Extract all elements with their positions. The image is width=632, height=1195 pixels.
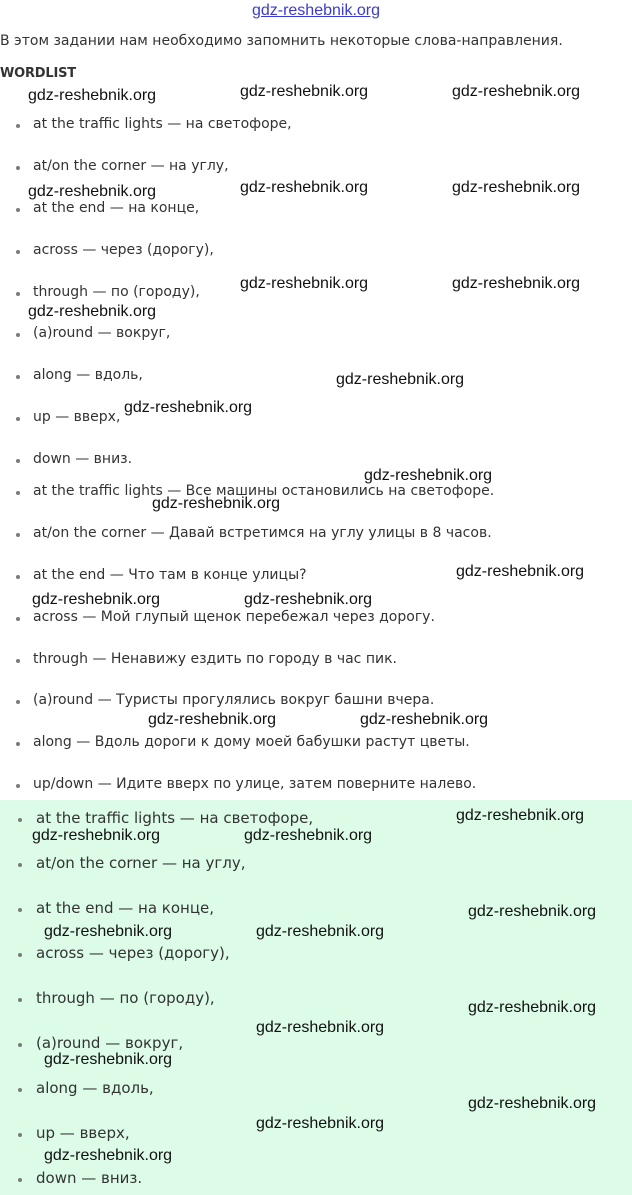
bullet-icon [16, 124, 20, 128]
bullet-icon [16, 375, 20, 379]
watermark: gdz-reshebnik.org [336, 371, 465, 388]
watermark: gdz-reshebnik.org [456, 807, 585, 824]
watermark: gdz-reshebnik.org [44, 1051, 173, 1068]
bullet-icon [18, 1178, 22, 1182]
bullet-icon [18, 863, 22, 867]
bullet-icon [16, 742, 20, 746]
bullet-icon [18, 1088, 22, 1092]
watermark: gdz-reshebnik.org [468, 1095, 597, 1112]
watermark: gdz-reshebnik.org [244, 827, 373, 844]
watermark: gdz-reshebnik.org [244, 591, 373, 608]
watermark: gdz-reshebnik.org [452, 275, 581, 292]
answer-box: at the traffic lights — на светофоре, at/on the corner — на углу, at the end — на конце, across — через (дорогу), through — по (городу), (a)round — вокруг, along — вдоль, up — вверх, down — вниз. [0, 800, 632, 1195]
bullet-icon [16, 250, 20, 254]
intro-text: В этом задании нам необходимо запомнить некоторые слова-направления. [0, 33, 563, 49]
bullet-icon [18, 908, 22, 912]
bullet-icon [18, 1133, 22, 1137]
watermark: gdz-reshebnik.org [452, 83, 581, 100]
bullet-icon [16, 784, 20, 788]
watermark: gdz-reshebnik.org [364, 467, 493, 484]
watermark: gdz-reshebnik.org [44, 923, 173, 940]
watermark: gdz-reshebnik.org [452, 179, 581, 196]
watermark: gdz-reshebnik.org [124, 399, 253, 416]
watermark: gdz-reshebnik.org [32, 827, 161, 844]
watermark: gdz-reshebnik.org [256, 1019, 385, 1036]
watermark: gdz-reshebnik.org [32, 591, 161, 608]
bullet-icon [16, 417, 20, 421]
watermark: gdz-reshebnik.org [240, 83, 369, 100]
wordlist-title: WORDLIST [0, 66, 76, 81]
watermark: gdz-reshebnik.org [468, 903, 597, 920]
watermark: gdz-reshebnik.org [28, 183, 157, 200]
watermark: gdz-reshebnik.org [468, 999, 597, 1016]
bullet-icon [16, 659, 20, 663]
bullet-icon [16, 292, 20, 296]
bullet-icon [16, 491, 20, 495]
bullet-icon [18, 818, 22, 822]
watermark: gdz-reshebnik.org [152, 495, 281, 512]
watermark: gdz-reshebnik.org [256, 923, 385, 940]
bullet-icon [16, 617, 20, 621]
bullet-icon [16, 533, 20, 537]
bullet-icon [18, 953, 22, 957]
bullet-icon [16, 575, 20, 579]
bullet-icon [18, 1043, 22, 1047]
watermark: gdz-reshebnik.org [28, 87, 157, 104]
bullet-icon [16, 333, 20, 337]
bullet-icon [16, 459, 20, 463]
bullet-icon [16, 166, 20, 170]
watermark: gdz-reshebnik.org [456, 563, 585, 580]
watermark: gdz-reshebnik.org [28, 303, 157, 320]
watermark: gdz-reshebnik.org [256, 1115, 385, 1132]
site-header-link[interactable]: gdz-reshebnik.org [251, 2, 381, 19]
watermark: gdz-reshebnik.org [148, 711, 277, 728]
bullet-icon [16, 208, 20, 212]
bullet-icon [16, 700, 20, 704]
watermark: gdz-reshebnik.org [240, 275, 369, 292]
watermark: gdz-reshebnik.org [360, 711, 489, 728]
bullet-icon [18, 998, 22, 1002]
watermark: gdz-reshebnik.org [240, 179, 369, 196]
watermark: gdz-reshebnik.org [44, 1147, 173, 1164]
